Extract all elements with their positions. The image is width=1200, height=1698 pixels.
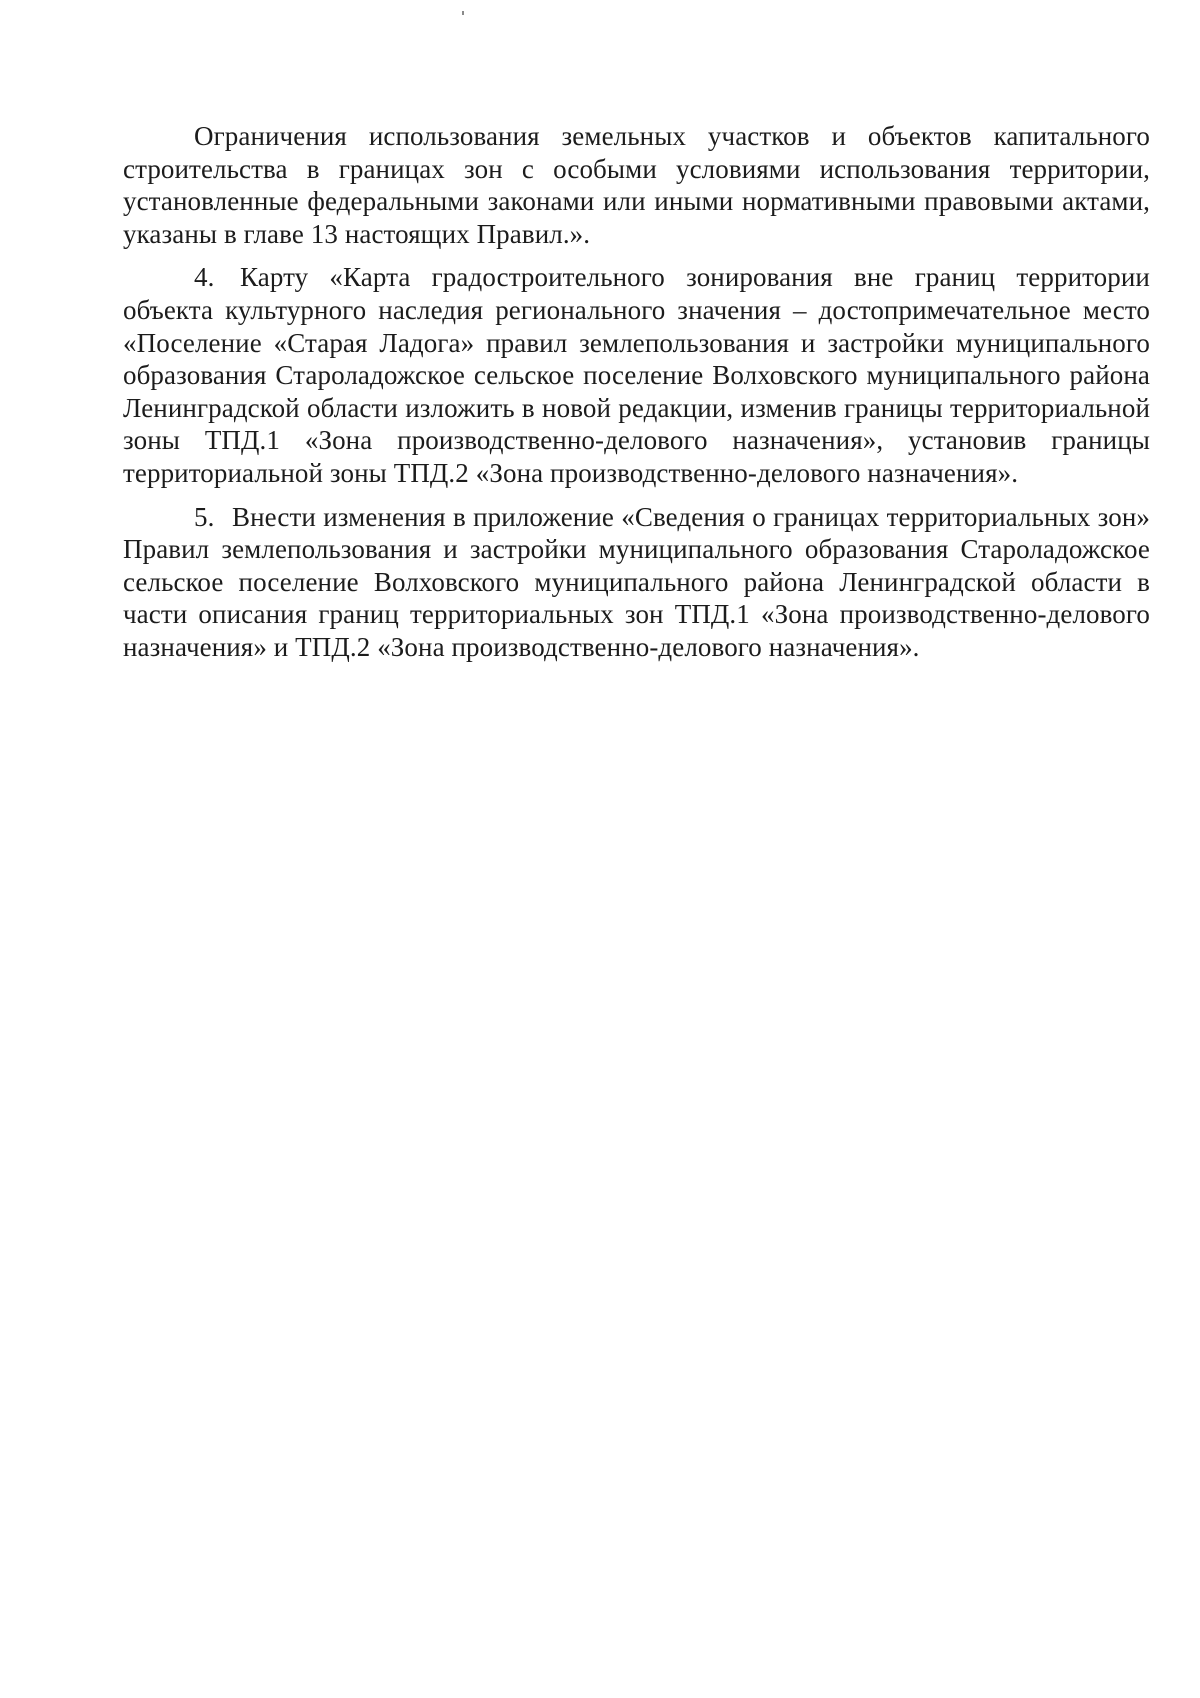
paragraph-text: Карту «Карта градостроительного зонирования вне границ территории объекта культурного наследия регионального значения – достопримечательное место «Поселение «Старая Ладога» правил землепользования и застройки муниципального образования Староладожское сельское поселение Волховского муниципального района Ленинградской области изложить в новой редакции, изменив границы территориальной зоны ТПД.1 «Зона производственно-делового назначения», установив границы территориальной зоны ТПД.2 «Зона производственно-делового назначения». xyxy=(123,262,1150,488)
paragraph-text: Внести изменения в приложение «Сведения о границах территориальных зон» Правил землепользования и застройки муниципального образования Староладожское сельское поселение Волховского муниципального района Ленинградской области в части описания границ территориальных зон ТПД.1 «Зона производственно-делового назначения» и ТПД.2 «Зона производственно-делового назначения». xyxy=(123,501,1150,662)
paragraph-item-4 xyxy=(123,261,1150,489)
paragraph-text: Ограничения использования земельных участков и объектов капитального строительства в границах зон с особыми условиями использования территории, установленные федеральными законами или иными нормативными правовыми актами, указаны в главе 13 настоящих Правил.». xyxy=(123,121,1150,249)
item-number: 4. xyxy=(194,262,215,293)
paragraph-item-5 xyxy=(123,501,1150,664)
scan-speck xyxy=(462,11,464,15)
paragraph-restrictions xyxy=(123,120,1150,250)
document-body xyxy=(123,120,1150,675)
item-number: 5. xyxy=(194,501,215,532)
